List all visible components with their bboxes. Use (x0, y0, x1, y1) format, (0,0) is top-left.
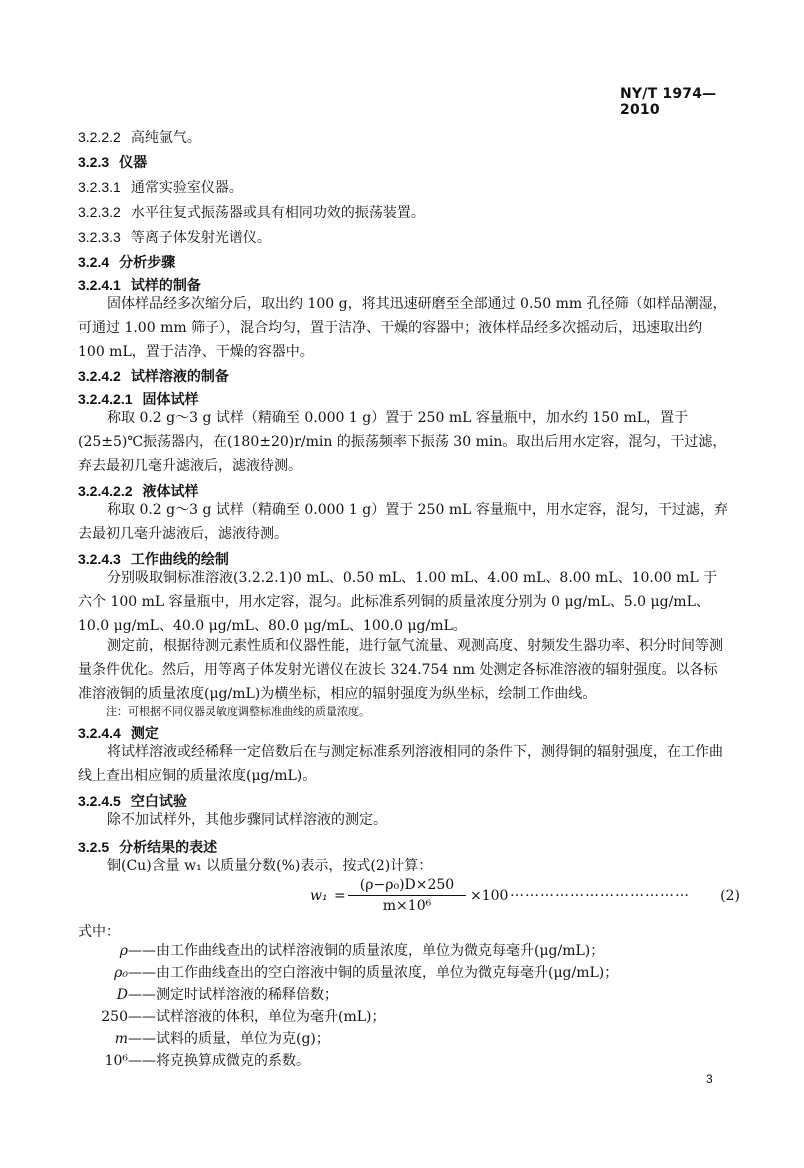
definition-m (88, 1028, 330, 1050)
section-title: 空白试验 (130, 794, 187, 810)
section-3-2-3-2 (78, 203, 738, 222)
section-title: 工作曲线的绘制 (130, 552, 229, 568)
section-number: 3.2.2.2 (78, 129, 121, 145)
formula-fraction (348, 876, 466, 915)
section-title: 固体试样 (142, 392, 199, 408)
section-number: 3.2.4.4 (78, 725, 121, 741)
section-3-2-3-1 (78, 178, 738, 197)
section-3-2-2-2 (78, 128, 738, 147)
formula-leader-dots: ……………………………… (510, 884, 690, 900)
note: 注：可根据不同仪器灵敏度调整标准曲线的质量浓度。 (106, 705, 370, 718)
section-title: 高纯氩气。 (130, 130, 201, 146)
definition-text: ——由工作曲线查出的空白溶液中铜的质量浓度，单位为微克每毫升(μg/mL)； (128, 965, 619, 981)
section-number: 3.2.3.2 (78, 204, 121, 220)
definition-250 (88, 1006, 386, 1028)
fraction-bar (348, 895, 466, 896)
section-title: 试样的制备 (130, 278, 201, 294)
definition-symbol: 10⁶ (104, 1053, 128, 1069)
formula-lhs: w₁ (310, 888, 328, 904)
definition-text: ——试料的质量，单位为克(g)； (128, 1031, 330, 1047)
definition-symbol: 250 (101, 1009, 128, 1025)
paragraph-solid-sample: 称取 0.2 g～3 g 试样（精确至 0.000 1 g）置于 250 mL 容量瓶中，加水约 150 mL，置于(25±5)℃振荡器内，在(180±20)r/min 的振荡频率下振荡 30 min。取出后用水定容，混匀，干过滤，弃去最初几毫升滤液后，滤液待测。 (78, 410, 727, 474)
definition-10e6 (88, 1050, 310, 1072)
section-title: 液体试样 (142, 484, 199, 500)
section-title: 等离子体发射光谱仪。 (130, 230, 271, 246)
paragraph-sample-prep: 固体样品经多次缩分后，取出约 100 g，将其迅速研磨至全部通过 0.50 mm 孔径筛（如样品潮湿，可通过 1.00 mm 筛子），混合均匀，置于洁净、干燥的容器中；液体样品经多次摇动后，迅速取出约 100 mL，置于洁净、干燥的容器中。 (78, 296, 727, 360)
formula-numerator: (ρ−ρ₀)D×250 (359, 877, 455, 893)
section-title: 水平往复式振荡器或具有相同功效的振荡装置。 (130, 205, 425, 221)
section-number: 3.2.4 (78, 254, 110, 270)
section-title: 分析步骤 (119, 255, 176, 271)
section-number: 3.2.5 (78, 839, 110, 855)
definition-symbol: ρ (119, 943, 128, 959)
definition-d (88, 984, 338, 1006)
definition-rho0 (88, 962, 618, 984)
section-number: 3.2.4.3 (78, 551, 121, 567)
section-title: 通常实验室仪器。 (130, 180, 243, 196)
section-title: 测定 (130, 726, 159, 742)
definition-text: ——由工作曲线查出的试样溶液铜的质量浓度，单位为微克每毫升(μg/mL)； (128, 943, 605, 959)
section-number: 3.2.3.1 (78, 179, 121, 195)
definition-symbol: ρ₀ (114, 965, 128, 981)
section-title: 分析结果的表述 (119, 840, 218, 856)
formula-equals: = (334, 888, 346, 904)
section-number: 3.2.4.2 (78, 368, 121, 384)
definition-rho (88, 940, 604, 962)
formula-2 (310, 876, 740, 916)
paragraph-liquid-sample: 称取 0.2 g～3 g 试样（精确至 0.000 1 g）置于 250 mL 容量瓶中，用水定容，混匀，干过滤，弃去最初几毫升滤液后，滤液待测。 (78, 502, 728, 542)
section-number: 3.2.4.5 (78, 793, 121, 809)
section-3-2-4-2 (78, 367, 738, 386)
section-number: 3.2.3.3 (78, 229, 121, 245)
section-title: 试样溶液的制备 (130, 369, 229, 385)
section-3-2-4 (78, 253, 738, 272)
section-3-2-3 (78, 153, 738, 172)
paragraph-determination: 将试样溶液或经稀释一定倍数后在与测定标准系列溶液相同的条件下，测得铜的辐射强度，在工作曲线上查出相应铜的质量浓度(μg/mL)。 (78, 744, 723, 784)
section-number: 3.2.3 (78, 154, 110, 170)
paragraph-blank-test: 除不加试样外，其他步骤同试样溶液的测定。 (107, 812, 387, 828)
definition-text: ——试样溶液的体积，单位为毫升(mL)； (128, 1009, 386, 1025)
section-number: 3.2.4.2.2 (78, 483, 133, 499)
where-label: 式中： (78, 924, 120, 940)
standard-code: NY/T 1974—2010 (620, 86, 717, 118)
formula-denominator: m×10⁶ (382, 898, 432, 914)
equation-number: (2) (720, 888, 740, 904)
page-number: 3 (706, 1072, 713, 1086)
section-title: 仪器 (119, 155, 148, 171)
section-3-2-3-3 (78, 228, 738, 247)
definition-text: ——将克换算成微克的系数。 (128, 1053, 310, 1069)
definition-symbol: m (114, 1031, 128, 1047)
definition-symbol: D (116, 987, 128, 1003)
paragraph-curve-optimization: 测定前，根据待测元素性质和仪器性能，进行氩气流量、观测高度、射频发生器功率、积分时间等测量条件优化。然后，用等离子体发射光谱仪在波长 324.754 nm 处测定各标准溶液的辐射强度。以各标准溶液铜的质量浓度(μg/mL)为横坐标，相应的辐射强度为纵坐标，绘制工作曲线。 (78, 638, 723, 702)
definition-text: ——测定时试样溶液的稀释倍数； (128, 987, 338, 1003)
section-number: 3.2.4.1 (78, 277, 121, 293)
formula-multiplier: ×100 (470, 888, 509, 904)
paragraph-result-intro: 铜(Cu)含量 w₁ 以质量分数(%)表示，按式(2)计算： (107, 858, 433, 874)
section-number: 3.2.4.2.1 (78, 391, 133, 407)
paragraph-curve-standards: 分别吸取铜标准溶液(3.2.2.1)0 mL、0.50 mL、1.00 mL、4.00 mL、8.00 mL、10.00 mL 于六个 100 mL 容量瓶中，用水定容，混匀。此标准系列铜的质量浓度分别为 0 μg/mL、5.0 μg/mL、10.0 μg/mL、40.0 μg/mL、80.0 μg/mL、100.0 μg/mL。 (78, 570, 718, 634)
